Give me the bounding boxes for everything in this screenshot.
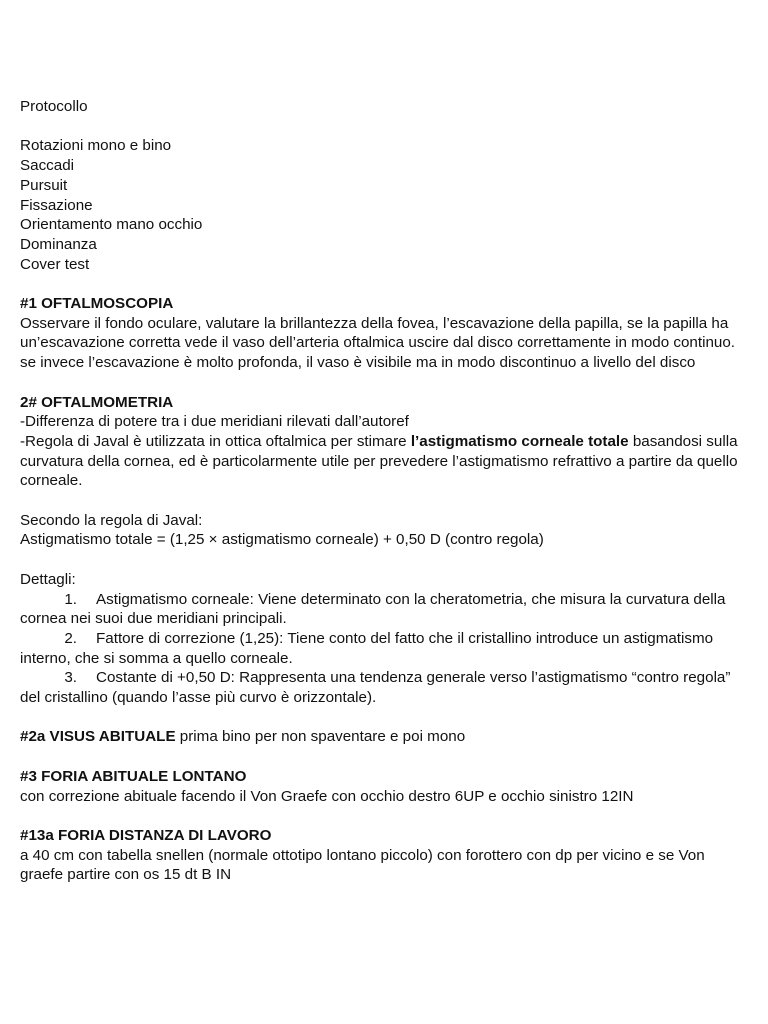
details-number: 3.: [64, 669, 77, 687]
details-text: Fattore di correzione (1,25): Tiene conto del fatto che il cristallino introduce un astigmatismo interno, che si somma a quello corneale.: [20, 629, 714, 667]
javal-text-bold: l’astigmatismo corneale totale: [410, 432, 629, 450]
list-item: Rotazioni mono e bino: [20, 137, 172, 155]
section-heading-foria-lontano: #3 FORIA ABITUALE LONTANO: [20, 767, 247, 785]
intro-list: [20, 136, 748, 274]
section-visus-abituale: [20, 727, 748, 747]
section-heading-visus: #2a VISUS ABITUALE: [20, 728, 176, 746]
list-item: Dominanza: [20, 235, 97, 253]
details-item-3: [20, 668, 748, 707]
section-heading-oftalmometria: 2# OFTALMOMETRIA: [20, 393, 174, 411]
details-number: 2.: [64, 629, 77, 647]
details-item-2: [20, 629, 748, 668]
oftalmometria-line-1: -Differenza di potere tra i due meridiani rilevati dall’autoref: [20, 413, 409, 431]
javal-formula: Astigmatismo totale = (1,25 × astigmatismo corneale) + 0,50 D (contro regola): [20, 531, 544, 549]
oftalmometria-line-2: [20, 432, 748, 491]
section-text-foria-lontano: con correzione abituale facendo il Von Graefe con occhio destro 6UP e occhio sinistro 12IN: [20, 787, 634, 805]
list-item: Fissazione: [20, 196, 93, 214]
section-heading-foria-lavoro: #13a FORIA DISTANZA DI LAVORO: [20, 826, 272, 844]
list-item: Saccadi: [20, 157, 75, 175]
details-text: Costante di +0,50 D: Rappresenta una tendenza generale verso l’astigmatismo “contro regola” del cristallino (quando l’asse più curvo è orizzontale).: [20, 669, 731, 707]
list-item: Pursuit: [20, 176, 68, 194]
list-item: Orientamento mano occhio: [20, 216, 203, 234]
javal-text-post: basandosi sulla curvatura della cornea, ed è particolarmente utile per prevedere l’astigmatismo refrattivo a partire da quello corneale.: [20, 432, 738, 490]
section-text-foria-lavoro: a 40 cm con tabella snellen (normale ottotipo lontano piccolo) con forottero con dp per vicino e se Von graefe partire con os 15 dt B IN: [20, 846, 705, 884]
section-heading-oftalmoscopia: #1 OFTALMOSCOPIA: [20, 295, 174, 312]
javal-intro: Secondo la regola di Javal:: [20, 511, 203, 529]
javal-text-pre: -Regola di Javal è utilizzata in ottica oftalmica per stimare: [20, 432, 411, 450]
list-item: Cover test: [20, 255, 90, 273]
section-text-oftalmoscopia: Osservare il fondo oculare, valutare la brillantezza della fovea, l’escavazione della papilla, se la papilla ha un’escavazione corretta vede il vaso dell’arteria oftalmica uscire dal disco correttamente in modo continuo. se invece l’escavazione è molto profonda, il vaso è visibile ma in modo discontinuo a livello del disco: [20, 314, 736, 372]
details-label: Dettagli:: [20, 570, 76, 588]
details-text: Astigmatismo corneale: Viene determinato con la cheratometria, che misura la curvatura della cornea nei suoi due meridiani principali.: [20, 590, 726, 628]
document-page: [20, 97, 748, 885]
section-text-visus: prima bino per non spaventare e poi mono: [175, 728, 466, 746]
details-number: 1.: [64, 590, 77, 608]
details-item-1: [20, 590, 748, 629]
doc-title: Protocollo: [20, 98, 88, 115]
